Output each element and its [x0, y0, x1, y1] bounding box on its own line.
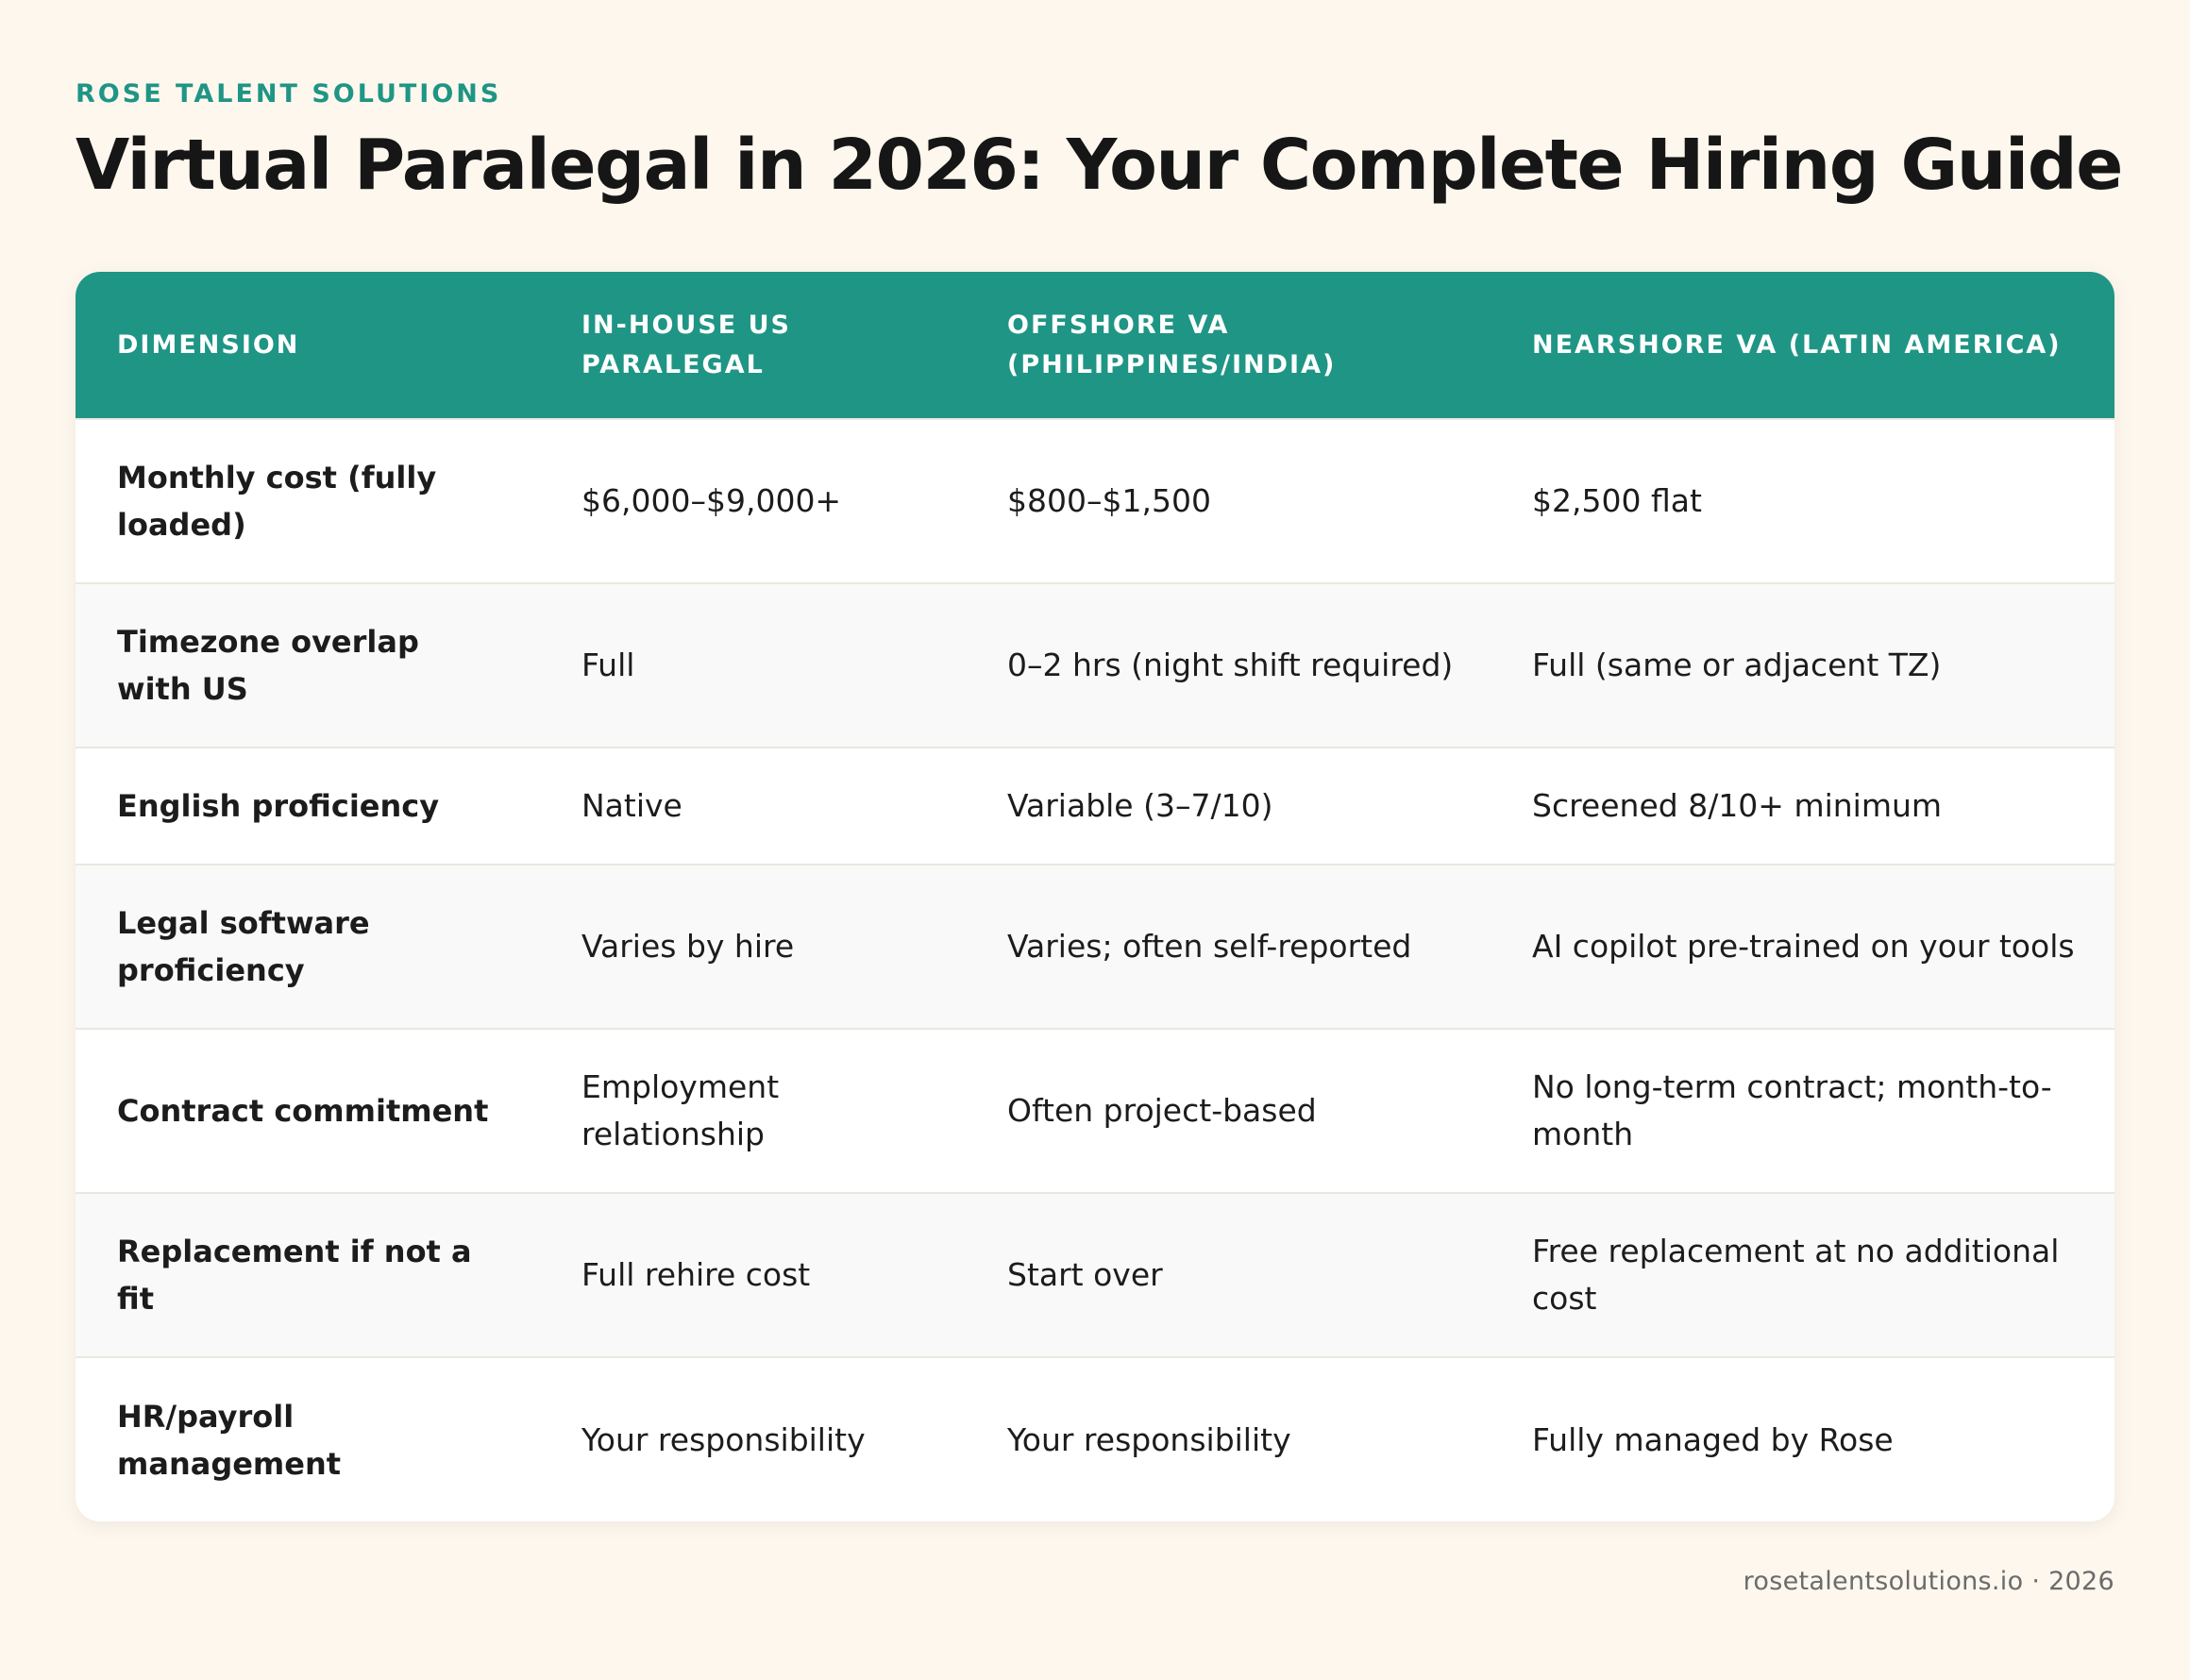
row-dimension: Contract commitment [117, 1093, 489, 1129]
cell-in-house: Native [581, 787, 682, 824]
footer-text: rosetalentsolutions.io · 2026 [1743, 1567, 2114, 1596]
cell-nearshore: Full (same or adjacent TZ) [1532, 647, 1942, 683]
row-dimension: Legal software proficiency [117, 905, 370, 988]
column-header-in-house: IN-HOUSE US PARALEGAL [581, 310, 791, 379]
page-title: Virtual Paralegal in 2026: Your Complete Hiring Guide [76, 125, 2122, 206]
comparison-table [76, 272, 2114, 1521]
cell-nearshore: Fully managed by Rose [1532, 1420, 1894, 1458]
table-row [76, 1357, 2114, 1521]
cell-nearshore: $2,500 flat [1532, 482, 1702, 519]
table-row [76, 748, 2114, 865]
cell-in-house: Full [581, 647, 635, 683]
row-dimension: HR/payroll management [117, 1398, 342, 1482]
table-row [76, 419, 2114, 583]
cell-in-house: Varies by hire [581, 928, 795, 965]
cell-in-house: Your responsibility [581, 1420, 866, 1458]
cell-in-house: Employment relationship [581, 1068, 780, 1152]
column-header-offshore: OFFSHORE VA (PHILIPPINES/INDIA) [1007, 310, 1337, 379]
table-row [76, 583, 2114, 748]
cell-offshore: Varies; often self-reported [1007, 928, 1412, 965]
cell-offshore: Variable (3–7/10) [1007, 787, 1273, 824]
cell-in-house: Full rehire cost [581, 1256, 811, 1293]
row-dimension: Monthly cost (fully loaded) [117, 460, 437, 543]
table-header-row [76, 272, 2114, 419]
cell-nearshore: Screened 8/10+ minimum [1532, 787, 1943, 824]
cell-offshore: Often project-based [1007, 1092, 1317, 1129]
cell-offshore: Start over [1007, 1256, 1163, 1293]
row-dimension: Timezone overlap with US [117, 624, 419, 707]
table-row [76, 1193, 2114, 1357]
row-dimension: English proficiency [117, 788, 440, 824]
row-dimension: Replacement if not a fit [117, 1234, 472, 1317]
cell-nearshore: No long-term contract; month-to-month [1532, 1068, 2052, 1152]
cell-offshore: Your responsibility [1007, 1420, 1291, 1458]
cell-offshore: 0–2 hrs (night shift required) [1007, 647, 1454, 683]
cell-offshore: $800–$1,500 [1007, 482, 1211, 519]
cell-in-house: $6,000–$9,000+ [581, 482, 842, 519]
table-row [76, 865, 2114, 1029]
column-header-nearshore: NEARSHORE VA (LATIN AMERICA) [1532, 329, 2062, 360]
column-header-dimension: DIMENSION [117, 329, 300, 360]
brand-name: ROSE TALENT SOLUTIONS [76, 79, 502, 109]
comparison-table-card [76, 272, 2114, 1521]
table-row [76, 1029, 2114, 1193]
cell-nearshore: Free replacement at no additional cost [1532, 1233, 2060, 1317]
cell-nearshore: AI copilot pre-trained on your tools [1532, 928, 2075, 965]
